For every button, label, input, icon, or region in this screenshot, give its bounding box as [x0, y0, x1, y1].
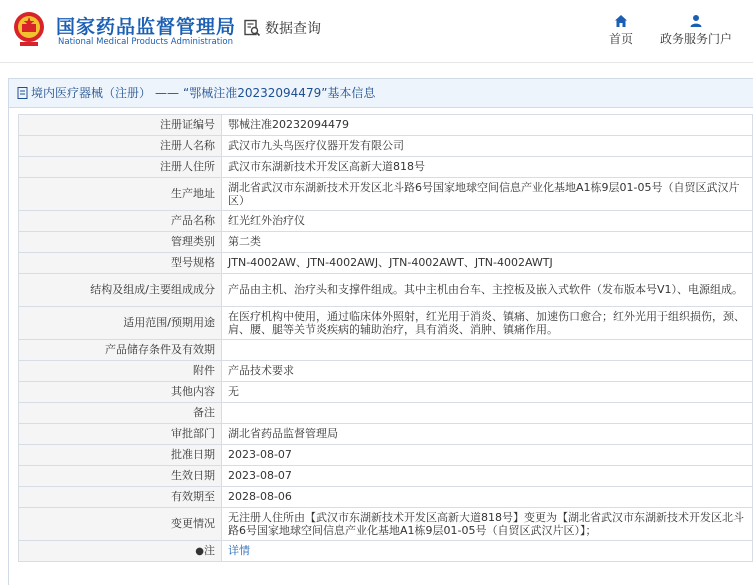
table-row — [19, 307, 753, 340]
table-row — [19, 382, 753, 403]
table-row — [19, 115, 753, 136]
nav-gov-portal[interactable] — [658, 14, 734, 47]
table-row — [19, 403, 753, 424]
row-value: JTN-4002AW、JTN-4002AWJ、JTN-4002AWT、JTN-4002AWTJ — [222, 253, 753, 274]
row-value: 无 — [222, 382, 753, 403]
row-label: 结构及组成/主要组成成分 — [19, 274, 222, 307]
table-row — [19, 157, 753, 178]
nav-gov-portal-label: 政务服务门户 — [659, 32, 732, 46]
note-value-cell — [222, 541, 753, 562]
table-row — [19, 424, 753, 445]
table-row — [19, 253, 753, 274]
row-label: 其他内容 — [19, 382, 222, 403]
row-value — [222, 340, 753, 361]
document-icon — [17, 87, 28, 99]
info-table — [18, 114, 753, 562]
table-row — [19, 466, 753, 487]
row-label: 备注 — [19, 403, 222, 424]
user-icon — [689, 14, 703, 28]
table-row — [19, 178, 753, 211]
row-label: 适用范围/预期用途 — [19, 307, 222, 340]
row-value: 红光红外治疗仪 — [222, 211, 753, 232]
breadcrumb-title: “鄂械注准20232094479”基本信息 — [183, 86, 376, 100]
row-label: 管理类别 — [19, 232, 222, 253]
row-value: 2028-08-06 — [222, 487, 753, 508]
row-value: 武汉市东湖新技术开发区高新大道818号 — [222, 157, 753, 178]
row-label: 型号规格 — [19, 253, 222, 274]
row-value: 湖北省药品监督管理局 — [222, 424, 753, 445]
details-link[interactable]: 详情 — [228, 544, 250, 558]
table-row-note — [19, 541, 753, 562]
brand-name-cn: 国家药品监督管理局 — [56, 16, 237, 38]
row-label: 附件 — [19, 361, 222, 382]
row-value: 无注册人住所由【武汉市东湖新技术开发区高新大道818号】变更为【湖北省武汉市东湖新技术开发区北斗路6号国家地球空间信息产业化基地A1栋9层01-05号（自贸区武汉片区）】； — [222, 508, 753, 541]
table-row — [19, 274, 753, 307]
row-value: 在医疗机构中使用，通过临床体外照射，红光用于消炎、镇痛、加速伤口愈合；红外光用于组织损伤，颈、肩、腰、腿等关节炎疾病的辅助治疗，具有消炎、消肿、镇痛作用。 — [222, 307, 753, 340]
table-row — [19, 361, 753, 382]
row-value: 鄂械注准20232094479 — [222, 115, 753, 136]
row-label: 生产地址 — [19, 178, 222, 211]
row-label: 批准日期 — [19, 445, 222, 466]
row-label: 产品储存条件及有效期 — [19, 340, 222, 361]
note-label-cell — [19, 541, 222, 562]
table-row — [19, 211, 753, 232]
table-row — [19, 340, 753, 361]
nav-home[interactable] — [606, 14, 636, 47]
table-row — [19, 508, 753, 541]
row-value: 2023-08-07 — [222, 466, 753, 487]
national-emblem-icon — [12, 10, 46, 48]
table-row — [19, 487, 753, 508]
table-row — [19, 136, 753, 157]
row-value: 武汉市九头鸟医疗仪器开发有限公司 — [222, 136, 753, 157]
row-label: 生效日期 — [19, 466, 222, 487]
row-label: 产品名称 — [19, 211, 222, 232]
note-label: 注 — [204, 543, 215, 557]
row-label: 注册证编号 — [19, 115, 222, 136]
data-query-title[interactable] — [243, 18, 321, 38]
bulb-icon: ● — [195, 545, 204, 557]
brand-name-en: National Medical Products Administration — [58, 37, 233, 47]
breadcrumb-separator: —— — [155, 86, 180, 100]
breadcrumb — [9, 79, 753, 108]
row-label: 变更情况 — [19, 508, 222, 541]
row-value: 第二类 — [222, 232, 753, 253]
site-header — [0, 0, 753, 63]
search-document-icon — [243, 19, 261, 37]
breadcrumb-section[interactable]: 境内医疗器械（注册） — [31, 86, 152, 100]
row-label: 注册人住所 — [19, 157, 222, 178]
table-row — [19, 445, 753, 466]
row-value: 产品由主机、治疗头和支撑件组成。其中主机由台车、主控板及嵌入式软件（发布版本号V1）、电源组成。 — [222, 274, 753, 307]
row-label: 注册人名称 — [19, 136, 222, 157]
row-value: 2023-08-07 — [222, 445, 753, 466]
row-label: 审批部门 — [19, 424, 222, 445]
data-query-label: 数据查询 — [265, 21, 321, 37]
nav-home-label: 首页 — [608, 32, 633, 46]
home-icon — [614, 14, 628, 28]
row-label: 有效期至 — [19, 487, 222, 508]
table-row — [19, 232, 753, 253]
row-value — [222, 403, 753, 424]
row-value: 湖北省武汉市东湖新技术开发区北斗路6号国家地球空间信息产业化基地A1栋9层01-05号（自贸区武汉片区） — [222, 178, 753, 211]
row-value: 产品技术要求 — [222, 361, 753, 382]
